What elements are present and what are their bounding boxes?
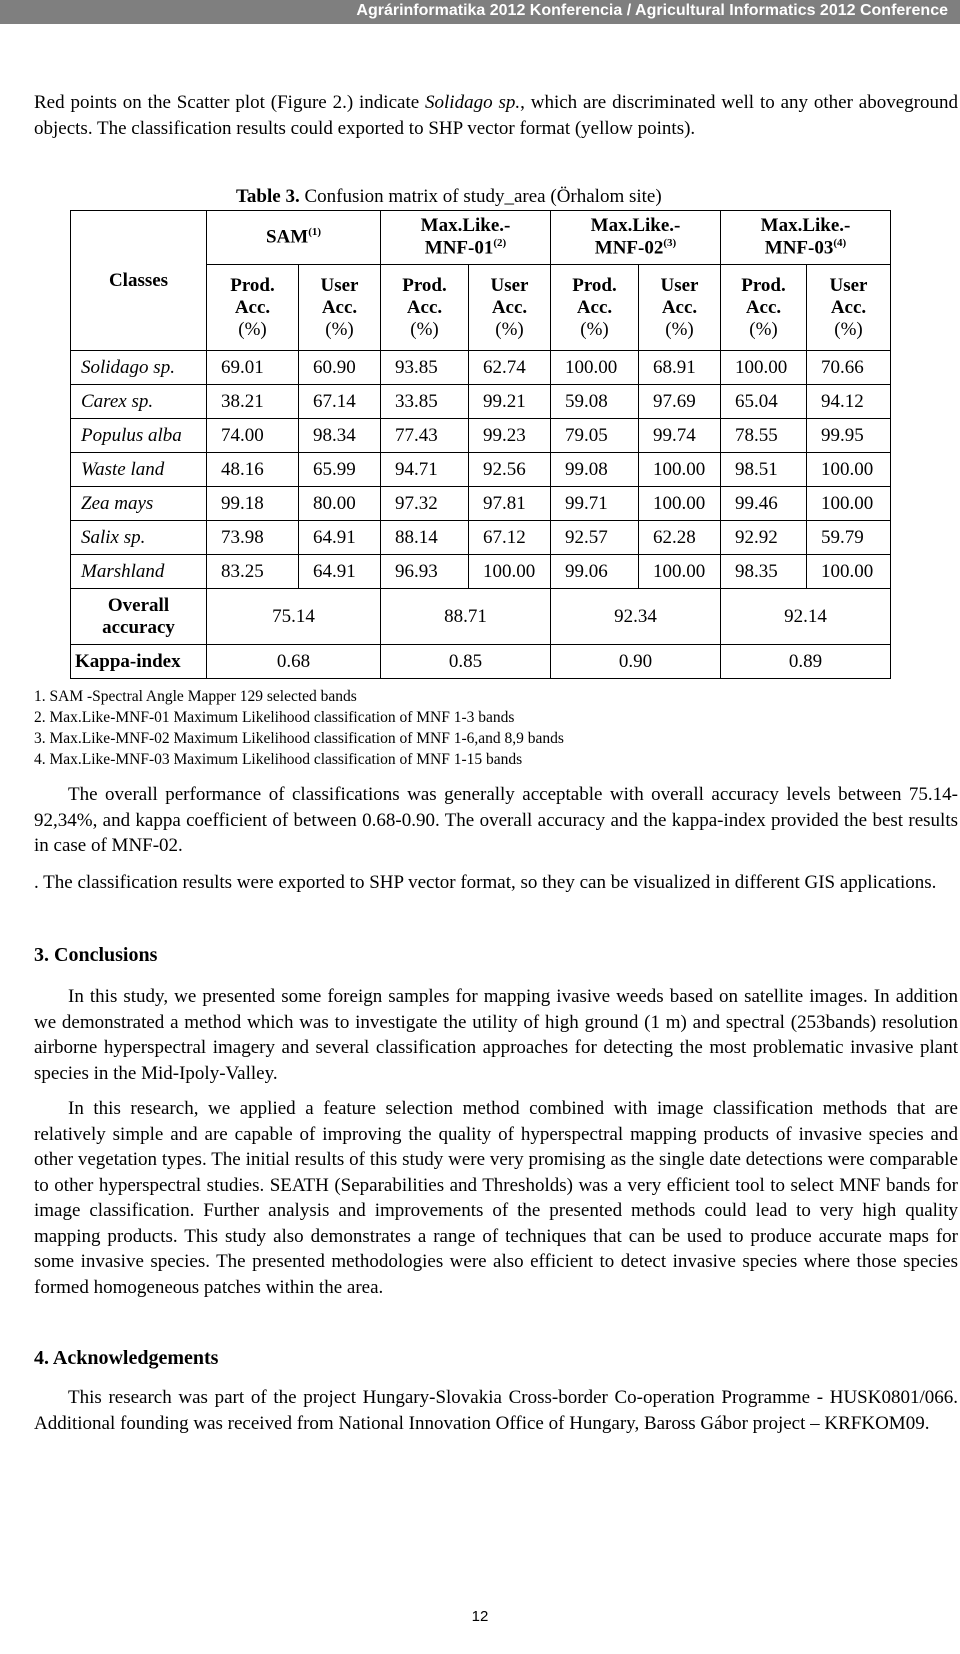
value-cell: 100.00 — [807, 453, 891, 487]
overall-value-mnf02: 92.34 — [551, 589, 721, 645]
value-cell: 99.23 — [469, 419, 551, 453]
value-cell: 33.85 — [381, 385, 469, 419]
footnote: 3. Max.Like-MNF-02 Maximum Likelihood classification of MNF 1-6,and 8,9 bands — [34, 730, 564, 747]
value-cell: 70.66 — [807, 351, 891, 385]
value-cell: 92.57 — [551, 521, 639, 555]
table-row — [71, 419, 891, 453]
intro-paragraph — [34, 90, 958, 141]
user-acc-header — [639, 265, 721, 351]
value-cell: 99.21 — [469, 385, 551, 419]
method-mnf02-line1: Max.Like.- — [590, 215, 681, 237]
method-sam-sup: (1) — [308, 226, 322, 239]
value-cell: 99.71 — [551, 487, 639, 521]
kappa-value-mnf03: 0.89 — [721, 645, 891, 679]
value-cell: 62.28 — [639, 521, 721, 555]
method-header-sam — [207, 211, 381, 265]
user-acc-header — [299, 265, 381, 351]
method-mnf01-line2: MNF-01 — [424, 237, 494, 259]
metric-unit: (%) — [410, 318, 439, 340]
conclusions-paragraph-2: In this research, we applied a feature selection method combined with image classification methods that are relatively simple and are capable of improving the quality of hyperspectral mapping products of invasive species and other vegetation types. The initial results of this study were very promising as the single date detections were comparable to other hyperspectral studies. SEATH (Separabilities and Thresholds) was a very efficient tool to select MNF bands for image classification. Further analysis and improvements of the presented methods could lead to very high quality mapping products. This study also demonstrates a range of techniques that can be used to produce accurate maps for some invasive species. The presented methodologies were also efficient to detect invasive species where those species formed homogeneous patches within the area. — [34, 1098, 958, 1298]
metric-unit: (%) — [238, 318, 267, 340]
metric-label: User — [320, 274, 359, 296]
metric-unit: (%) — [665, 318, 694, 340]
value-cell: 99.06 — [551, 555, 639, 589]
value-cell: 98.51 — [721, 453, 807, 487]
prod-acc-header — [551, 265, 639, 351]
metric-label: User — [829, 274, 868, 296]
method-mnf03-sup: (4) — [833, 237, 847, 250]
method-mnf02-line2: MNF-02 — [594, 237, 664, 259]
header-text: Agrárinformatika 2012 Konferencia / Agricultural Informatics 2012 Conference — [356, 2, 948, 19]
value-cell: 60.90 — [299, 351, 381, 385]
value-cell: 99.95 — [807, 419, 891, 453]
metric-unit: (%) — [834, 318, 863, 340]
value-cell: 78.55 — [721, 419, 807, 453]
metric-label: Prod. — [741, 274, 786, 296]
value-cell: 100.00 — [807, 487, 891, 521]
value-cell: 97.81 — [469, 487, 551, 521]
metric-label: User — [490, 274, 529, 296]
method-header-mnf02 — [551, 211, 721, 265]
value-cell: 59.08 — [551, 385, 639, 419]
value-cell: 97.32 — [381, 487, 469, 521]
kappa-value-mnf01: 0.85 — [381, 645, 551, 679]
value-cell: 65.04 — [721, 385, 807, 419]
value-cell: 99.18 — [207, 487, 299, 521]
metric-acc: Acc. — [661, 296, 698, 318]
metric-acc: Acc. — [234, 296, 271, 318]
value-cell: 93.85 — [381, 351, 469, 385]
class-name-cell: Salix sp. — [71, 521, 207, 555]
table-caption-text: Confusion matrix of study_area (Örhalom site) — [299, 186, 662, 207]
class-name-cell: Zea mays — [71, 487, 207, 521]
value-cell: 100.00 — [807, 555, 891, 589]
overall-performance-paragraph: The overall performance of classifications was generally acceptable with overall accuracy levels between 75.14-92,34%, and kappa coefficient of between 0.68-0.90. The overall accuracy and the kappa-index provided the best results in case of MNF-02. — [34, 784, 958, 856]
method-mnf03-line2: MNF-03 — [764, 237, 834, 259]
table-row — [71, 385, 891, 419]
value-cell: 65.99 — [299, 453, 381, 487]
class-name-cell: Waste land — [71, 453, 207, 487]
acknowledgements-heading: 4. Acknowledgements — [34, 1347, 219, 1369]
value-cell: 79.05 — [551, 419, 639, 453]
table-body — [71, 351, 891, 589]
overall-value-mnf01: 88.71 — [381, 589, 551, 645]
table-row — [71, 521, 891, 555]
metric-acc: Acc. — [491, 296, 528, 318]
value-cell: 97.69 — [639, 385, 721, 419]
value-cell: 100.00 — [639, 487, 721, 521]
intro-species: Solidago sp. — [425, 92, 521, 113]
overall-accuracy-label — [71, 589, 207, 645]
value-cell: 74.00 — [207, 419, 299, 453]
value-cell: 48.16 — [207, 453, 299, 487]
value-cell: 67.12 — [469, 521, 551, 555]
metric-acc: Acc. — [745, 296, 782, 318]
value-cell: 69.01 — [207, 351, 299, 385]
prod-acc-header — [207, 265, 299, 351]
metric-acc: Acc. — [406, 296, 443, 318]
user-acc-header — [469, 265, 551, 351]
table-caption-label: Table 3. — [236, 186, 300, 207]
conclusions-paragraph-1: In this study, we presented some foreign samples for mapping ivasive weeds based on satellite images. In addition we demonstrated a method which was to investigate the utility of high ground (1 m) and spectral (253bands) resolution airborne hyperspectral imagery and several classification approaches for detecting the most problematic invasive plant species in the Mid-Ipoly-Valley. — [34, 986, 958, 1084]
value-cell: 59.79 — [807, 521, 891, 555]
value-cell: 77.43 — [381, 419, 469, 453]
value-cell: 94.12 — [807, 385, 891, 419]
export-paragraph: . The classification results were exported to SHP vector format, so they can be visualized in different GIS applications. — [34, 872, 937, 893]
conference-header — [0, 0, 960, 24]
value-cell: 73.98 — [207, 521, 299, 555]
table-row — [71, 487, 891, 521]
footnote: 4. Max.Like-MNF-03 Maximum Likelihood classification of MNF 1-15 bands — [34, 751, 523, 768]
kappa-label: Kappa-index — [71, 645, 207, 679]
metric-acc: Acc. — [321, 296, 358, 318]
overall-value-sam: 75.14 — [207, 589, 381, 645]
method-header-mnf01 — [381, 211, 551, 265]
value-cell: 99.46 — [721, 487, 807, 521]
value-cell: 64.91 — [299, 555, 381, 589]
method-sam-name: SAM — [265, 226, 309, 248]
method-mnf03-line1: Max.Like.- — [760, 215, 851, 237]
method-header-mnf03 — [721, 211, 891, 265]
value-cell: 100.00 — [639, 555, 721, 589]
footnote: 1. SAM -Spectral Angle Mapper 129 selected bands — [34, 688, 357, 705]
value-cell: 100.00 — [469, 555, 551, 589]
value-cell: 38.21 — [207, 385, 299, 419]
value-cell: 99.08 — [551, 453, 639, 487]
value-cell: 92.56 — [469, 453, 551, 487]
table-footnotes — [34, 686, 564, 770]
value-cell: 98.34 — [299, 419, 381, 453]
conclusions-heading: 3. Conclusions — [34, 944, 158, 966]
value-cell: 99.74 — [639, 419, 721, 453]
value-cell: 100.00 — [551, 351, 639, 385]
acknowledgements-paragraph: This research was part of the project Hungary-Slovakia Cross-border Co-operation Programme - HUSK0801/066. Additional founding was received from National Innovation Office of Hungary, Baross Gábor project – KRFKOM09. — [34, 1387, 958, 1434]
metric-label: Prod. — [230, 274, 275, 296]
value-cell: 62.74 — [469, 351, 551, 385]
confusion-matrix-table — [70, 210, 891, 679]
footnote: 2. Max.Like-MNF-01 Maximum Likelihood classification of MNF 1-3 bands — [34, 709, 515, 726]
value-cell: 88.14 — [381, 521, 469, 555]
overall-label-2: accuracy — [102, 616, 175, 638]
value-cell: 96.93 — [381, 555, 469, 589]
kappa-value-mnf02: 0.90 — [551, 645, 721, 679]
intro-text-2: , which are discriminated well to any other aboveground objects. The classification results could exported to SHP vector format (yellow points). — [34, 92, 958, 139]
class-name-cell: Carex sp. — [71, 385, 207, 419]
overall-accuracy-row — [71, 589, 891, 645]
value-cell: 68.91 — [639, 351, 721, 385]
value-cell: 83.25 — [207, 555, 299, 589]
method-mnf01-line1: Max.Like.- — [420, 215, 511, 237]
classes-header: Classes — [71, 211, 207, 351]
metric-label: Prod. — [572, 274, 617, 296]
metric-label: User — [660, 274, 699, 296]
value-cell: 80.00 — [299, 487, 381, 521]
table-row — [71, 351, 891, 385]
metric-unit: (%) — [325, 318, 354, 340]
class-name-cell: Populus alba — [71, 419, 207, 453]
metric-unit: (%) — [749, 318, 778, 340]
table-header-methods — [71, 211, 891, 265]
table-row — [71, 453, 891, 487]
method-mnf02-sup: (3) — [663, 237, 677, 250]
intro-text-1: Red points on the Scatter plot (Figure 2.) indicate — [34, 92, 426, 113]
table-row — [71, 555, 891, 589]
metric-acc: Acc. — [830, 296, 867, 318]
overall-label-1: Overall — [107, 594, 170, 616]
user-acc-header — [807, 265, 891, 351]
page-number: 12 — [471, 1608, 489, 1625]
method-mnf01-sup: (2) — [493, 237, 507, 250]
class-name-cell: Marshland — [71, 555, 207, 589]
value-cell: 67.14 — [299, 385, 381, 419]
value-cell: 100.00 — [639, 453, 721, 487]
value-cell: 92.92 — [721, 521, 807, 555]
metric-label: Prod. — [402, 274, 447, 296]
kappa-row — [71, 645, 891, 679]
table-caption — [236, 186, 662, 208]
prod-acc-header — [381, 265, 469, 351]
prod-acc-header — [721, 265, 807, 351]
metric-unit: (%) — [580, 318, 609, 340]
kappa-value-sam: 0.68 — [207, 645, 381, 679]
value-cell: 100.00 — [721, 351, 807, 385]
value-cell: 64.91 — [299, 521, 381, 555]
class-name-cell: Solidago sp. — [71, 351, 207, 385]
value-cell: 98.35 — [721, 555, 807, 589]
metric-unit: (%) — [495, 318, 524, 340]
metric-acc: Acc. — [576, 296, 613, 318]
value-cell: 94.71 — [381, 453, 469, 487]
overall-value-mnf03: 92.14 — [721, 589, 891, 645]
